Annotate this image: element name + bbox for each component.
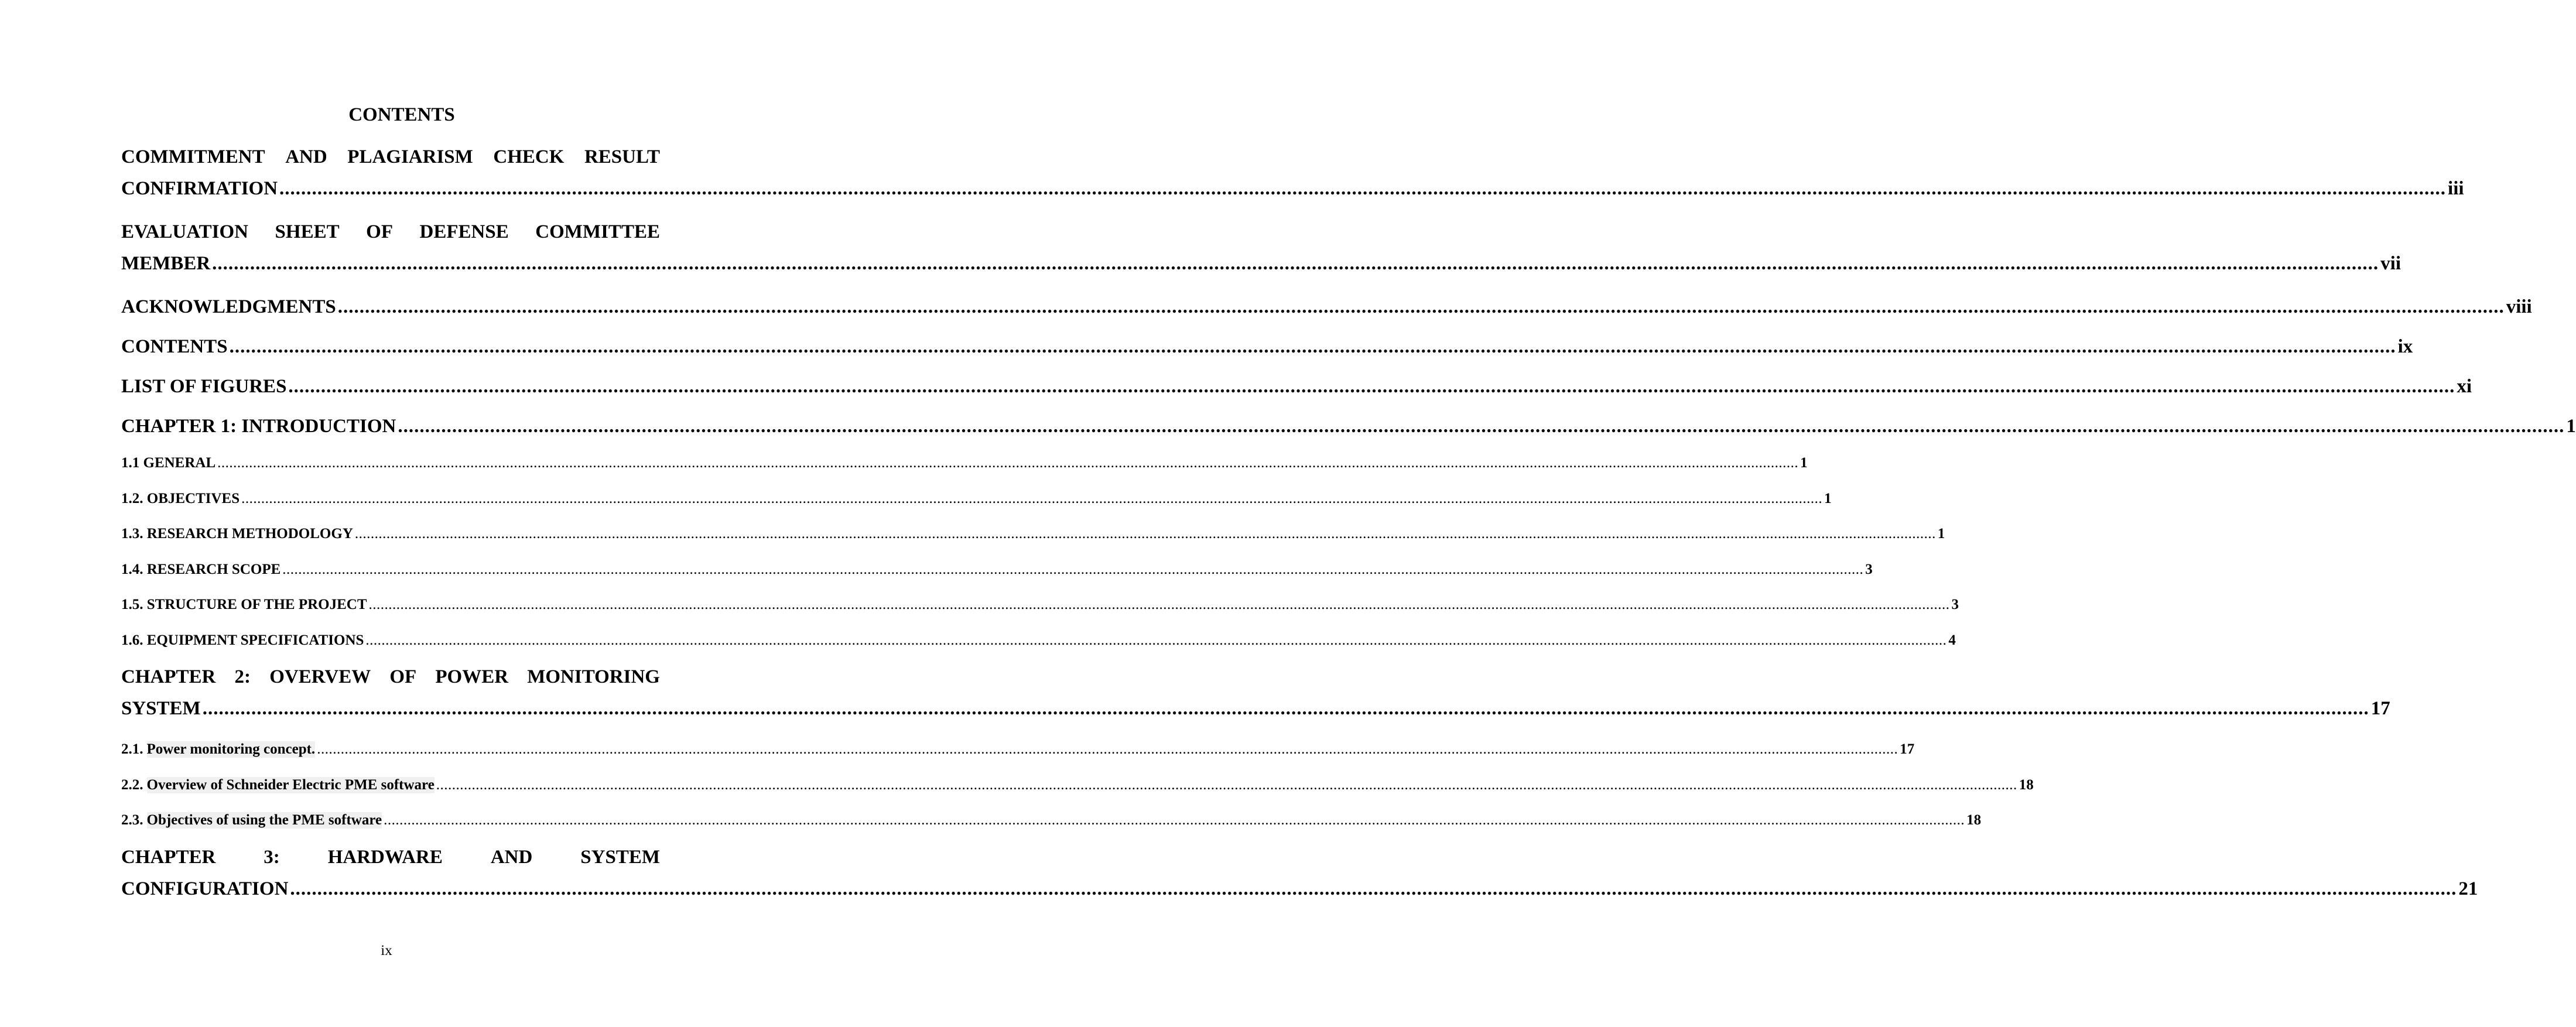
- toc-entry-commitment[interactable]: [121, 146, 2464, 200]
- page-number: 1: [2566, 416, 2576, 437]
- dot-leader: ................................................................................................................................................................................................................................................................................................................................................................................................................: [436, 777, 2017, 793]
- page-number: 17: [1900, 741, 1915, 757]
- toc-entry-2-1[interactable]: 2.1. Power monitoring concept. ................................................................................................................................................................................................................................................................................................................................................................................................................ 17: [121, 741, 1915, 757]
- page-number: 21: [2458, 878, 2478, 899]
- dot-leader: ................................................................................................................................................................................................................................................................................................................................................................................................................: [290, 878, 2457, 899]
- page-number: 1: [1800, 455, 1808, 471]
- page-number: 18: [2019, 777, 2034, 793]
- toc-entry-evaluation[interactable]: [121, 221, 2401, 275]
- dot-leader: ................................................................................................................................................................................................................................................................................................................................................................................................................: [229, 336, 2396, 357]
- dot-leader: ................................................................................................................................................................................................................................................................................................................................................................................................................: [288, 376, 2455, 397]
- dot-leader: ................................................................................................................................................................................................................................................................................................................................................................................................................: [212, 253, 2379, 274]
- page-number: iii: [2448, 178, 2464, 199]
- toc-entry-chapter-1[interactable]: CHAPTER 1: INTRODUCTION ................................................................................................................................................................................................................................................................................................................................................................................................................ 1: [121, 416, 2576, 437]
- page-number: 1: [1824, 491, 1832, 506]
- page-number: 3: [1865, 562, 1873, 577]
- page-number: 1: [1937, 526, 1945, 542]
- toc-entry-contents[interactable]: CONTENTS ................................................................................................................................................................................................................................................................................................................................................................................................................ ix: [121, 336, 2413, 357]
- dot-leader: ................................................................................................................................................................................................................................................................................................................................................................................................................: [241, 491, 1823, 506]
- toc-entry-1-1[interactable]: 1.1 GENERAL ................................................................................................................................................................................................................................................................................................................................................................................................................ 1: [121, 455, 1808, 471]
- toc-entry-1-2[interactable]: 1.2. OBJECTIVES ................................................................................................................................................................................................................................................................................................................................................................................................................ 1: [121, 491, 1832, 506]
- toc-entry-line1: CHAPTER 2: OVERVEW OF POWER MONITORING: [121, 666, 660, 687]
- dot-leader: ................................................................................................................................................................................................................................................................................................................................................................................................................: [337, 296, 2505, 317]
- dot-leader: ................................................................................................................................................................................................................................................................................................................................................................................................................: [202, 698, 2369, 719]
- page-title: CONTENTS: [348, 104, 455, 125]
- dot-leader: ................................................................................................................................................................................................................................................................................................................................................................................................................: [354, 526, 1936, 542]
- toc-entry-line2: CONFIRMATION ................................................................................................................................................................................................................................................................................................................................................................................................................ iii: [121, 178, 2464, 199]
- page-number: 3: [1951, 597, 1959, 612]
- dot-leader: ................................................................................................................................................................................................................................................................................................................................................................................................................: [279, 178, 2447, 199]
- toc-entry-1-3[interactable]: 1.3. RESEARCH METHODOLOGY ................................................................................................................................................................................................................................................................................................................................................................................................................ 1: [121, 526, 1945, 542]
- page-number: 18: [1966, 812, 1982, 828]
- toc-entry-list-of-figures[interactable]: LIST OF FIGURES ................................................................................................................................................................................................................................................................................................................................................................................................................ xi: [121, 376, 2472, 397]
- page-number: viii: [2506, 296, 2532, 317]
- dot-leader: ................................................................................................................................................................................................................................................................................................................................................................................................................: [384, 812, 1965, 828]
- toc-entry-line2: MEMBER ................................................................................................................................................................................................................................................................................................................................................................................................................ vii: [121, 253, 2401, 274]
- toc-entry-line1: CHAPTER 3: HARDWARE AND SYSTEM: [121, 847, 660, 868]
- toc-entry-2-2[interactable]: 2.2. Overview of Schneider Electric PME software ................................................................................................................................................................................................................................................................................................................................................................................................................ 18: [121, 777, 2034, 793]
- toc-entry-1-4[interactable]: 1.4. RESEARCH SCOPE ................................................................................................................................................................................................................................................................................................................................................................................................................ 3: [121, 562, 1873, 577]
- dot-leader: ................................................................................................................................................................................................................................................................................................................................................................................................................: [282, 562, 1864, 577]
- toc-entry-line2: CONFIGURATION ................................................................................................................................................................................................................................................................................................................................................................................................................ 21: [121, 878, 2478, 899]
- page-number: vii: [2380, 253, 2401, 274]
- toc-entry-1-6[interactable]: 1.6. EQUIPMENT SPECIFICATIONS ................................................................................................................................................................................................................................................................................................................................................................................................................ 4: [121, 632, 1956, 648]
- toc-entry-chapter-3[interactable]: [121, 847, 2478, 900]
- toc-entry-line1: COMMITMENT AND PLAGIARISM CHECK RESULT: [121, 146, 660, 167]
- page-number: xi: [2457, 376, 2472, 397]
- page-number: 4: [1948, 632, 1956, 648]
- toc-entry-line1: EVALUATION SHEET OF DEFENSE COMMITTEE: [121, 221, 660, 242]
- page-number: ix: [2397, 336, 2413, 357]
- dot-leader: ................................................................................................................................................................................................................................................................................................................................................................................................................: [368, 597, 1950, 612]
- page-number: 17: [2370, 698, 2390, 719]
- dot-leader: ................................................................................................................................................................................................................................................................................................................................................................................................................: [317, 741, 1898, 757]
- toc-entry-1-5[interactable]: 1.5. STRUCTURE OF THE PROJECT ................................................................................................................................................................................................................................................................................................................................................................................................................ 3: [121, 597, 1959, 612]
- toc-entry-chapter-2[interactable]: [121, 666, 2390, 720]
- dot-leader: ................................................................................................................................................................................................................................................................................................................................................................................................................: [365, 632, 1947, 648]
- toc-entry-acknowledgments[interactable]: ACKNOWLEDGMENTS ................................................................................................................................................................................................................................................................................................................................................................................................................ viii: [121, 296, 2532, 317]
- dot-leader: ................................................................................................................................................................................................................................................................................................................................................................................................................: [217, 455, 1799, 471]
- toc-entry-line2: SYSTEM ................................................................................................................................................................................................................................................................................................................................................................................................................ 17: [121, 698, 2390, 719]
- toc-entry-2-3[interactable]: 2.3. Objectives of using the PME software ................................................................................................................................................................................................................................................................................................................................................................................................................ 18: [121, 812, 1982, 828]
- dot-leader: ................................................................................................................................................................................................................................................................................................................................................................................................................: [398, 416, 2565, 437]
- page-footer-number: ix: [381, 943, 392, 958]
